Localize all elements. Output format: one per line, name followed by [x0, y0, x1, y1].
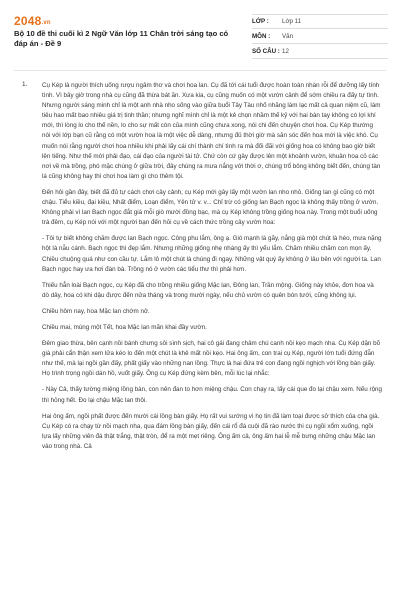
site-logo[interactable]	[14, 14, 51, 28]
passage-paragraph: Đến hôi gần đây, biết đã đủ tự cách chơi cây cảnh, cụ Kép mới gây lấy một vườn lan nho nhỏ. Giống lan gì cũng có một chậu. Tiểu kiều, đại kiều, Nhất điểm, Loạn điểm, Yên tử v. v... Chỉ trừ có giống lan Bạch ngọc là không thấy trồng ở vườn. Không phải vì lan Bạch ngọc đắt giá mỗi giò mười đồng bạc, mà cụ Kép không trồng giống hoa này. Trong một buổi uống trà đêm, cụ Kép nói với một người bạn đến hỏi cụ về cách thức trồng cây vườn hoa:	[42, 188, 379, 227]
meta-label: MÔN :	[252, 32, 271, 40]
header-divider	[14, 70, 386, 71]
passage-paragraph: Hai ông ấm, ngồi phất được đến mười cái lồng bàn giấy. Họ rất vui sướng vì họ tin đã làm toại được sở thích của cha già. Cụ Kép có ra chạy từ nồi mạch nha, qua đám lồng bàn giấy, đến cái rổ đá cuội đã rào nước thi cụ ngồi xổm xuống, ngồi lựa lấy những viên đá thật trắng, thật tròn, để ra một mẹt riêng. Ông ấm cả, ông ấm hai lễ mễ bưng những chậu Mặc lan vào trong nhà. Cả	[42, 412, 380, 450]
passage-paragraph: Chiều mai, mùng một Tết, hoa Mặc lan mãn khai đầy vườn.	[42, 323, 207, 331]
passage-paragraph: - Tôi tự biết không chăm được lan Bạch ngọc. Công phu lắm, ông ạ. Gió mạnh là gãy, nắng già một chút là héo, mưa nặng hột là nẫu cánh. Bạch ngọc thì đẹp lắm. Nhưng những giống nhẹ nhàng ấy thì yếu lắm. Chăm nhiều chăm con mọn ấy. Chiều chuộng quá như con cầu tự. Lắm lô một chút là chúng đi ngay. Những vật quý ấy không ở lâu bên với người ta. Lan Bạch ngọc hay ưa hơi đàn bà. Trồng nó ở vườn các tiểu thư thì phải hơn.	[42, 235, 382, 273]
passage-paragraph: - Này Cả, thấy tường miệng lồng bàn, con nên đan to hơn miệng chậu. Con chạy ra, lấy cái que đo lại chậu xem. Nếu rộng thì hỏng hết. Đo lại chậu Mặc lan thôi.	[42, 386, 383, 404]
document-title: Bộ 10 đề thi cuối kì 2 Ngữ Văn lớp 11 Chân trời sáng tạo có đáp án - Đề 9	[14, 29, 229, 48]
meta-label: SỐ CÂU :	[252, 47, 280, 55]
passage-paragraph: Đêm giao thừa, bên cạnh nồi bánh chưng sôi sình sịch, hai cô gái đang châm chú canh nồi kẹo mạch nha. Cụ Kép dặn bõ già phải cẩn thận xem lửa kéo lo đến một chút là khê mất nồi kẹo. Hai ông ấm, con trai cụ Kép, người lớn tuổi đứng đẫn như thế, mà lại ngồi gần đấy, phất giấy vào những nan lồng. Thực là hai đứa trẻ con đang ngồi nghịch với lồng bàn giấy. Họ trình trọng ngồi dán hồ, vuốt giấy. Ông cụ Kép đứng kèm bên, mỗi lúc lại nhắc:	[42, 340, 381, 378]
meta-row-class	[252, 14, 388, 29]
page-header	[0, 0, 400, 64]
question-body	[42, 81, 382, 458]
meta-label: LỚP :	[252, 18, 269, 25]
logo-suffix-text: .vn	[41, 20, 51, 26]
passage-paragraph: Thiếu hẳn loài Bạch ngọc, cụ Kép đã cho trồng nhiều giống Mặc lan, Đông lan, Trần mộng. Giống này khỏe, đơn hoa và dò dây, hoa có khi dậu được đến nửa tháng và trong mười ngày, nếu chủ vườn có quên bón tưới, cũng không lụi.	[42, 281, 374, 299]
meta-value: 12	[282, 47, 289, 55]
meta-row-question-count	[252, 44, 388, 59]
document-meta	[252, 14, 388, 59]
passage-paragraph: Cụ Kép là người thích uống rượu ngâm thơ và chơi hoa lan. Cụ đã tới cái tuổi được hoàn toàn nhàn rỗi để dưỡng lấy tính tình. Vì bây giờ trong nhà cụ cũng đã thừa bát ăn. Xưa kia, cụ cũng muốn có một vườn cảnh để sớm chiều ra đấy tự tình. Nhưng người sáng minh chỉ là một anh nhà nho sống vào giữa buổi Tây Tàu nhố nhăng làm lạc mất cả quan niệm cũ, làm tiêu hao mất bao nhiêu giá trị tinh thần; nhưng nghĩ mình chỉ là một kẻ chọn nhầm thế kỷ với hai bàn tay không có lợi khí mới, thì lòng lo cho thế nền, lo cho sự mất còn của mình cũng chưa xong, nói chi đến chuyện chơi hoa. Cụ Kép thường nói với lớp bạn cũ rằng có một vườn hoa là một việc dễ dàng, nhưng đủ thời giờ mà săn sóc đến hoa mới là việc khó. Cụ muốn nói rằng người chơi hoa nhiều khi phải lấy cái chí thành chí tình ra mà đối đãi với giống hoa có không bao giờ biết lên tiếng. Như thế mới phải đạo, cái đạo của người tài tử. Chứ còn cứ gây được lên một khoảnh vườn, khuân hoa cỏ các nơi về mà trồng, phó mặc chúng ở giữa trời, đây chúng ra mưa nắng với thời ơ, chúng trổ bông không biết đến, chúng tàn lá cũng không hay thì chơi hoa làm gì cho thêm tội.	[42, 82, 381, 180]
logo-main-text: 2048	[14, 14, 42, 28]
question-number: 1.	[22, 81, 28, 88]
passage-paragraph: Chiều hôm nay, hoa Mặc lan chớm nở.	[42, 307, 150, 315]
meta-value: Lớp 11	[282, 18, 302, 25]
meta-value: Văn	[282, 32, 294, 40]
meta-row-subject	[252, 29, 388, 44]
